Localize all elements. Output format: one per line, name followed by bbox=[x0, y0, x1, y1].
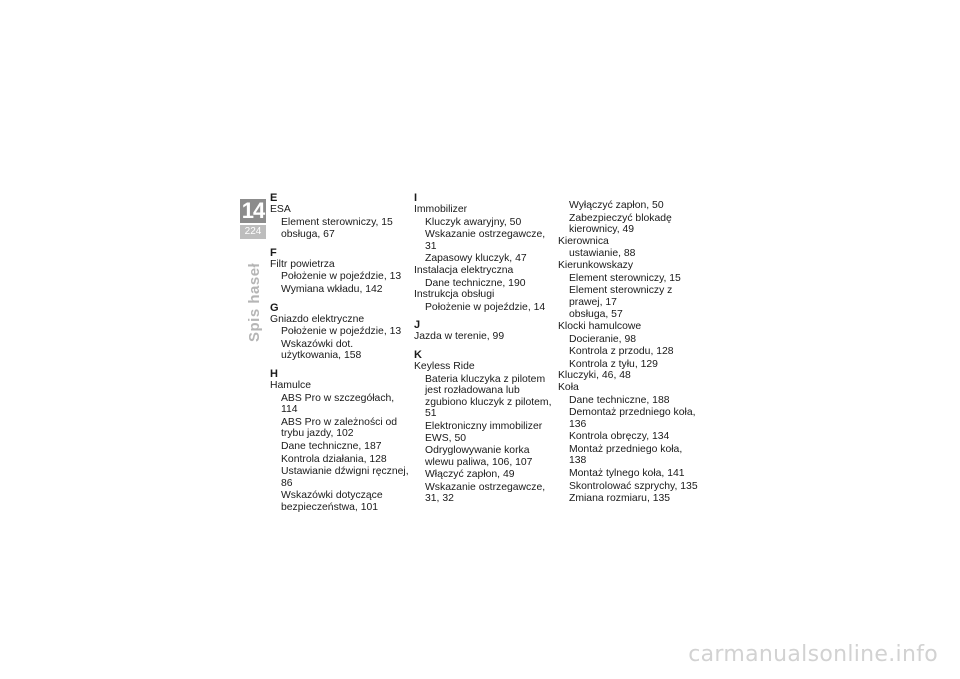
index-subentry: Skontrolować szprychy, 135 bbox=[569, 480, 698, 492]
index-subentry: ABS Pro w szczegółach, 114 bbox=[281, 392, 395, 416]
index-subentry: Dane techniczne, 188 bbox=[569, 394, 670, 406]
index-term: ESA bbox=[270, 204, 291, 215]
index-letter: J bbox=[414, 319, 421, 332]
index-subentry: Położenie w pojeździe, 14 bbox=[425, 301, 546, 313]
index-letter: E bbox=[270, 192, 278, 204]
letter-group bbox=[414, 350, 554, 505]
index-term: Klocki hamulcowe bbox=[558, 320, 642, 332]
letter-group bbox=[414, 320, 554, 343]
index-column-3 bbox=[558, 199, 698, 505]
index-subentry: Zabezpieczyć blokadę kierownicy, 49 bbox=[569, 212, 672, 236]
index-subentry: Wyłączyć zapłon, 50 bbox=[569, 200, 664, 211]
letter-group bbox=[270, 193, 410, 241]
index-term: Kierunkowskazy bbox=[558, 259, 634, 271]
index-term: Filtr powietrza bbox=[270, 258, 335, 270]
index-term: Koła bbox=[558, 381, 579, 393]
index-subentry: Bateria kluczyka z pilotem jest rozładowana lub zgubiono kluczyk z pilotem, 51 bbox=[425, 373, 552, 420]
letter-group bbox=[270, 369, 410, 514]
letter-group bbox=[270, 248, 410, 296]
index-subentry: Dane techniczne, 187 bbox=[281, 440, 382, 452]
index-letter: G bbox=[270, 301, 279, 314]
index-subentry: Ustawianie dźwigni ręcznej, 86 bbox=[281, 466, 409, 489]
index-subentry: Montaż tylnego koła, 141 bbox=[569, 468, 685, 480]
index-term: Jazda w terenie, 99 bbox=[414, 331, 505, 343]
index-subentry: Zapasowy kluczyk, 47 bbox=[425, 253, 527, 265]
index-subentry: Kontrola działania, 128 bbox=[281, 453, 387, 465]
index-subentry: Wskazanie ostrzegawcze, 31, 32 bbox=[425, 481, 546, 505]
section-title-vertical: Spis haseł bbox=[246, 262, 263, 342]
index-subentry: Dane techniczne, 190 bbox=[425, 277, 526, 289]
index-subentry: Zmiana rozmiaru, 135 bbox=[569, 493, 671, 505]
watermark: carmanualsonline.info bbox=[688, 642, 938, 667]
index-letter: H bbox=[270, 367, 278, 380]
index-subentry: Docieranie, 98 bbox=[569, 333, 637, 345]
index-subentry: Wskazówki dotyczące bezpieczeństwa, 101 bbox=[281, 490, 383, 513]
index-subentry: obsługa, 67 bbox=[281, 229, 335, 241]
index-term: Hamulce bbox=[270, 379, 311, 391]
index-subentry: Kontrola z tyłu, 129 bbox=[569, 358, 658, 370]
index-subentry: Kluczyk awaryjny, 50 bbox=[425, 216, 522, 228]
index-subentry: obsługa, 57 bbox=[569, 309, 623, 321]
index-subentry: Wskazanie ostrzegawcze, 31 bbox=[425, 229, 546, 252]
index-letter: I bbox=[414, 192, 418, 204]
index-subentry: Montaż przedniego koła, 138 bbox=[569, 443, 683, 467]
index-subentry: Demontaż przedniego koła, 136 bbox=[569, 407, 696, 430]
index-subentry: Położenie w pojeździe, 13 bbox=[281, 326, 402, 338]
index-term: Gniazdo elektryczne bbox=[270, 313, 365, 325]
page-number: 224 bbox=[240, 225, 266, 239]
index-subentry: Włączyć zapłon, 49 bbox=[425, 469, 515, 481]
index-subentry: Elektroniczny immobilizer EWS, 50 bbox=[425, 420, 543, 444]
index-subentry: Element sterowniczy, 15 bbox=[569, 272, 681, 284]
index-subentry: Element sterowniczy, 15 bbox=[281, 216, 393, 228]
index-subentry: Kontrola obręczy, 134 bbox=[569, 431, 670, 443]
letter-group bbox=[558, 200, 698, 505]
chapter-number: 14 bbox=[241, 198, 265, 223]
index-letter: F bbox=[270, 246, 277, 259]
chapter-tab bbox=[240, 199, 266, 239]
index-subentry: Wymiana wkładu, 142 bbox=[281, 283, 383, 295]
index-term: Kierownica bbox=[558, 235, 609, 247]
index-subentry: ABS Pro w zależności od trybu jazdy, 102 bbox=[281, 416, 398, 440]
index-term: Instrukcja obsługi bbox=[414, 289, 495, 301]
index-subentry: ustawianie, 88 bbox=[569, 248, 636, 260]
letter-group bbox=[414, 193, 554, 313]
letter-group bbox=[270, 303, 410, 362]
index-column-2 bbox=[414, 193, 554, 505]
index-term: Instalacja elektryczna bbox=[414, 264, 514, 276]
index-subentry: Wskazówki dot. użytkowania, 158 bbox=[281, 338, 362, 362]
index-subentry: Kontrola z przodu, 128 bbox=[569, 346, 674, 358]
index-term: Kluczyki, 46, 48 bbox=[558, 370, 631, 382]
index-letter: K bbox=[414, 348, 422, 361]
index-term: Immobilizer bbox=[414, 204, 468, 215]
index-column-1 bbox=[270, 193, 410, 513]
index-term: Keyless Ride bbox=[414, 360, 475, 372]
index-subentry: Położenie w pojeździe, 13 bbox=[281, 271, 402, 283]
index-subentry: Odryglowywanie korka wlewu paliwa, 106, 107 bbox=[425, 445, 533, 468]
index-subentry: Element sterowniczy z prawej, 17 bbox=[569, 285, 673, 308]
